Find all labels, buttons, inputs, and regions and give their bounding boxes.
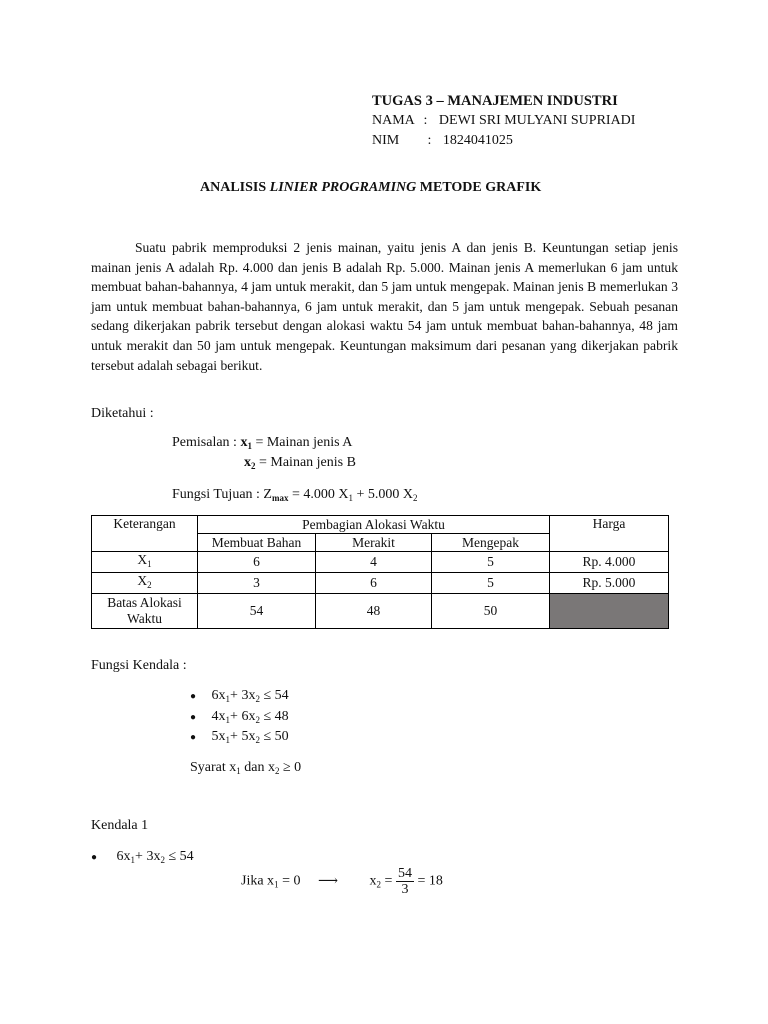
bullet-icon: ● [91,852,98,863]
x1-var: x [240,435,248,450]
kendala1-solution: Jika $x_1 = 0$ ⟶ $x_2$ = $\frac{54}{3}$ = 18 [241,866,443,897]
x2-var: x [244,455,251,470]
header-membuat: Membuat Bahan [198,534,316,552]
heading-part3: METODE GRAFIK [416,180,542,195]
fungsi-kendala-label: Fungsi Kendala : [91,658,187,673]
nim-value: 1824041025 [442,133,513,148]
fungsi-tujuan-a: = 4.000 X [288,487,349,502]
batas-harga-shaded [550,594,669,629]
row-label: $X_1$ [92,552,198,573]
pemisalan-x1 [172,435,352,451]
cell-membuat: 3 [198,573,316,594]
syarat-line: Syarat $x_1$ dan $x_2 \ge 0$ [190,760,302,776]
bullet-icon: ● [190,732,197,743]
kendala1-result: = 18 [417,873,443,889]
header-mengepak: Mengepak [432,534,550,552]
cell-mengepak: 5 [432,552,550,573]
cell-harga: Rp. 5.000 [550,573,669,594]
header-harga: Harga [550,516,669,552]
x1-sub: 1 [247,441,252,451]
batas-label: Batas Alokasi Waktu [92,594,198,629]
name-value: DEWI SRI MULYANI SUPRIADI [438,113,636,128]
batas-membuat: 54 [198,594,316,629]
cell-membuat: 6 [198,552,316,573]
kendala1-item: ● $6x_1+ 3x_2 \le 54$ [91,849,194,865]
fungsi-tujuan [172,487,418,503]
cell-merakit: 4 [316,552,432,573]
pemisalan-label: Pemisalan : [172,435,241,450]
header-pembagian: Pembagian Alokasi Waktu [198,516,550,534]
kendala-item: ● $5x_1+ 5x_2 \le 50$ [190,729,289,745]
fraction-denominator: 3 [401,882,409,897]
x1-desc: = Mainan jenis A [251,435,353,450]
table-row [92,573,669,594]
x2-desc: = Mainan jenis B [255,455,356,470]
name-separator: : [423,113,428,128]
problem-text: Suatu pabrik memproduksi 2 jenis mainan, yaitu jenis A dan jenis B. Keuntungan setiap jenis mainan jenis A adalah Rp. 4.000 dan jenis B adalah Rp. 5.000. Mainan jenis A memerlukan 6 jam untuk membuat bahan-bahannya, 4 jam untuk merakit, dan 5 jam untuk mengepak. Mainan jenis B memerlukan 3 jam untuk membuat bahan-bahannya, 6 jam untuk merakit, dan 5 jam untuk mengepak. Sebuah pesanan sedang dikerjakan pabrik tersebut dengan alokasi waktu 54 jam untuk membuat bahan-bahannya, 48 jam untuk merakit dan 50 jam untuk mengepak. Keuntungan maksimum dari pesanan yang dikerjakan pabrik tersebut adalah sebagai berikut. [91,240,678,373]
row-label: $X_2$ [92,573,198,594]
fungsi-tujuan-sub2: 2 [413,493,418,503]
problem-paragraph [91,238,678,375]
fraction [396,866,414,897]
cell-harga: Rp. 4.000 [550,552,669,573]
z-sub: max [271,493,289,503]
cell-merakit: 6 [316,573,432,594]
header-keterangan: Keterangan [92,516,198,552]
batas-merakit: 48 [316,594,432,629]
bullet-icon: ● [190,691,197,702]
x2-sub: 2 [251,461,256,471]
fraction-numerator: 54 [397,866,412,881]
kendala-item: ● $4x_1+ 6x_2 \le 48$ [190,709,289,725]
pemisalan-x2 [244,455,356,471]
assignment-title: TUGAS 3 – MANAJEMEN INDUSTRI [372,93,618,109]
kendala1-label: Kendala 1 [91,818,149,833]
header-merakit: Merakit [316,534,432,552]
table-row-batas [92,594,669,629]
nim-label: NIM [372,133,400,148]
heading-part2: LINIER PROGRAMING [269,180,417,195]
kendala-item: ● $6x_1+ 3x_2 \le 54$ [190,688,289,704]
name-label: NAMA [372,113,415,128]
name-row [372,113,635,129]
table-row [92,552,669,573]
nim-row [372,133,513,149]
table-header-row [92,516,669,534]
allocation-table [91,515,669,629]
batas-mengepak: 50 [432,594,550,629]
heading-part1: ANALISIS [200,180,270,195]
document-heading [200,180,541,196]
diketahui-label: Diketahui : [91,406,154,421]
nim-separator: : [427,133,432,148]
fungsi-tujuan-label: Fungsi Tujuan : Z [172,487,272,502]
bullet-icon: ● [190,712,197,723]
fungsi-tujuan-sub1: 1 [348,493,353,503]
fungsi-tujuan-b: + 5.000 X [353,487,414,502]
arrow-icon: ⟶ [317,873,339,889]
cell-mengepak: 5 [432,573,550,594]
